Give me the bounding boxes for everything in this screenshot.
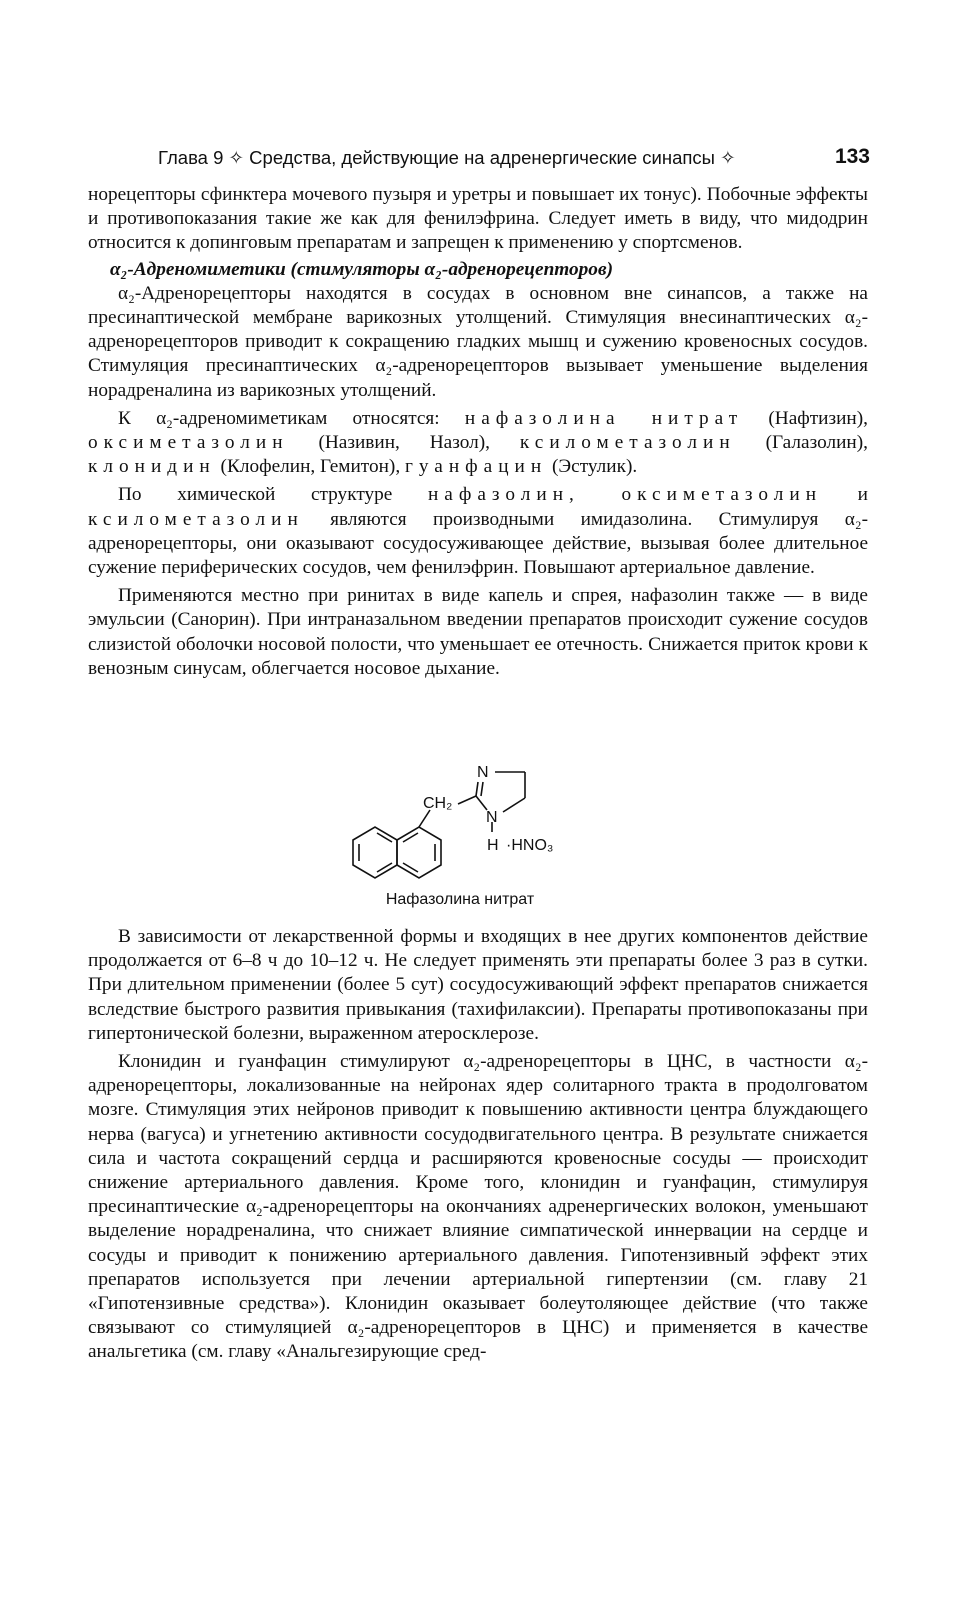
chapter-title: Глава 9 ✧ Средства, действующие на адренергические синапсы ✧ <box>158 147 736 168</box>
salt-label: ·HNO₃ <box>506 837 554 854</box>
naphazoline-structure-diagram <box>340 760 600 890</box>
drug-name: ксилометазолин <box>519 432 736 454</box>
text-run: (Нафтизин), <box>743 407 868 429</box>
paragraph-chemical-structure <box>88 483 868 580</box>
drug-name: ксилометазолин <box>88 508 304 530</box>
figure-caption: Нафазолина нитрат <box>385 891 535 908</box>
text-run: (Клофелин, Гемитон), <box>215 456 405 478</box>
drug-name: нафазолина нитрат <box>464 407 744 429</box>
text-run: К α₂-адреномиметикам относятся: <box>118 407 465 429</box>
drug-name: нафазолин, оксиметазолин <box>427 484 823 506</box>
atom-label: N <box>477 764 489 781</box>
paragraph-application: Применяются местно при ринитах в виде капель и спрея, нафазолин также — в виде эмульсии (Санорин). При интраназальном введении препаратов происходит сужение сосудов слизистой оболочки носовой полости, что уменьшает ее отечность. Снижается приток крови к венозным синусам, облегчается носовое дыхание. <box>88 585 868 679</box>
drug-name: клонидин <box>88 456 216 478</box>
text-run: и <box>822 484 869 506</box>
body-text-bottom <box>88 925 868 1365</box>
running-header <box>158 147 870 177</box>
paragraph-duration: В зависимости от лекарственной формы и входящих в нее других компонентов действие продолжается от 6–8 ч до 10–12 ч. Не следует применять эти препараты более 3 раз в сутки. При длительном применении (более 5 сут) сосудосуживающий эффект препаратов снижается вследствие быстрого развития привыкания (тахифилаксии). Препараты противопоказаны при гипертонической болезни, выраженном атеросклерозе. <box>88 926 868 1044</box>
drug-name: оксиметазолин <box>88 432 289 454</box>
text-run: По химической структуре <box>118 484 428 506</box>
atom-label: CH₂ <box>423 795 453 812</box>
drug-name: гуанфацин <box>404 456 548 478</box>
text-run: (Галазолин), <box>735 432 868 454</box>
page-number: 133 <box>834 145 870 168</box>
text-run: (Називин, Назол), <box>288 432 520 454</box>
paragraph-receptors: α₂-Адренорецепторы находятся в сосудах в основном вне синапсов, а также на пресинаптической мембране варикозных утолщений. Стимуляция внесинаптических α₂-адренорецепторов приводит к сокращению гладких мышц и сужению кровеносных сосудов. Стимуляция пресинаптических α₂-адренорецепторов вызывает уменьшение выделения норадреналина из варикозных утолщений. <box>88 282 868 401</box>
paragraph-continuation: норецепторы сфинктера мочевого пузыря и уретры и повышает их тонус). Побочные эффекты и противопоказания такие же как для фенилэфрина. Следует иметь в виду, что мидодрин относится к допинговым препаратам и запрещен к применению у спортсменов. <box>88 184 868 254</box>
section-heading: α₂-Адреномиметики (стимуляторы α₂-адренорецепторов) <box>110 258 613 280</box>
paragraph-drug-list <box>88 407 868 480</box>
paragraph-clonidine: Клонидин и гуанфацин стимулируют α₂-адренорецепторы в ЦНС, в частности α₂-адренорецепторы, локализованные на нейронах ядер солитарного тракта в продолговатом мозге. Стимуляция этих нейронов приводит к повышению активности центра блуждающего нерва (вагуса) и угнетению активности сосудодвигательного центра. В результате снижается сила и частота сокращений сердца и расширяются кровеносные сосуды — происходит снижение артериального давления. Кроме того, клонидин и гуанфацин, стимулируя пресинаптические α₂-адренорецепторы на окончаниях адренергических волокон, уменьшают выделение норадреналина, что снижает влияние симпатической иннервации на сердце и сосуды и приводит к понижению артериального давления. Гипотензивный эффект этих препаратов используется при лечении артериальной гипертензии (см. главу 21 «Гипотензивные средства»). Клонидин оказывает болеутоляющее действие (что также связывают со стимуляцией α₂-адренорецепторов в ЦНС) и применяется в качестве анальгетика (см. главу «Анальгезирующие сред- <box>88 1051 868 1363</box>
atom-label: N <box>486 809 498 826</box>
atom-label: H <box>487 837 499 854</box>
text-run: (Эстулик). <box>547 456 638 478</box>
chemical-structure-figure <box>340 760 600 910</box>
body-text-top <box>88 183 868 681</box>
text-run: являются производными имидазолина. Стимулируя α₂-адренорецепторы, они оказывают сосудосуживающее действие, вызывая более длительное сужение периферических сосудов, чем фенилэфрин. Повышают артериальное давление. <box>88 508 868 579</box>
